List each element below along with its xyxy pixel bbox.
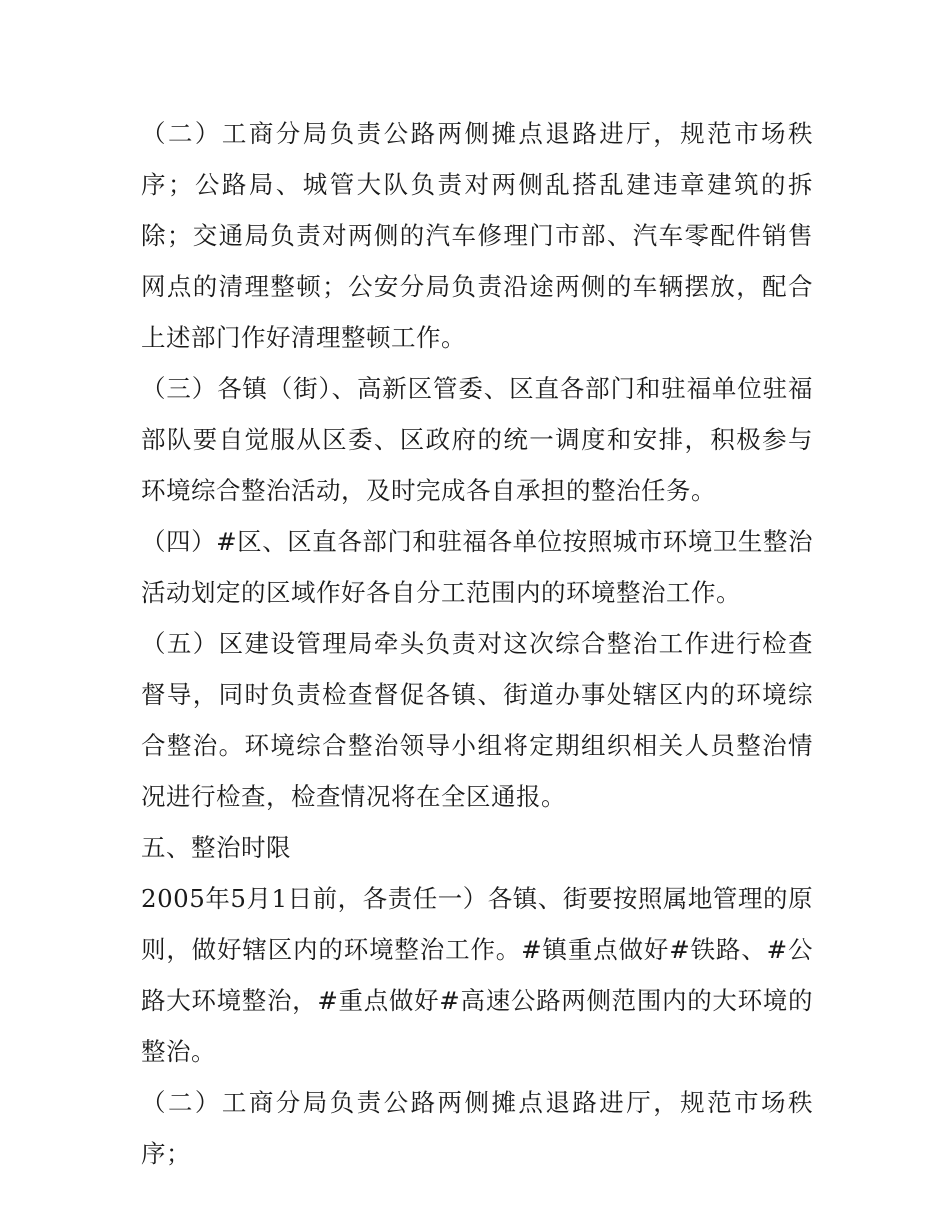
paragraph-section-5: （五）区建设管理局牵头负责对这次综合整治工作进行检查督导，同时负责检查督促各镇、街道办事处辖区内的环境综合整治。环境综合整治领导小组将定期组织相关人员整治情况进行检查，检查情况将在全区通报。 <box>141 629 813 811</box>
paragraph-section-2: （二）工商分局负责公路两侧摊点退路进厅，规范市场秩序；公路局、城管大队负责对两侧乱搭乱建违章建筑的拆除；交通局负责对两侧的汽车修理门市部、汽车零配件销售网点的清理整顿；公安分局负责沿途两侧的车辆摆放，配合上述部门作好清理整顿工作。 <box>141 119 813 352</box>
paragraph-section-2-repeat: （二）工商分局负责公路两侧摊点退路进厅，规范市场秩序； <box>141 1088 813 1168</box>
paragraph-section-4: （四）#区、区直各部门和驻福各单位按照城市环境卫生整治活动划定的区域作好各自分工范围内的环境整治工作。 <box>141 527 813 607</box>
paragraph-deadline: 2005年5月1日前，各责任一）各镇、街要按照属地管理的原则，做好辖区内的环境整治工作。#镇重点做好#铁路、#公路大环境整治，#重点做好#高速公路两侧范围内的大环境的整治。 <box>141 884 813 1066</box>
document-page <box>141 108 813 1179</box>
heading-time-limit: 五、整治时限 <box>141 833 291 862</box>
paragraph-section-3: （三）各镇（街）、高新区管委、区直各部门和驻福单位驻福部队要自觉服从区委、区政府的统一调度和安排，积极参与环境综合整治活动，及时完成各自承担的整治任务。 <box>141 374 813 505</box>
